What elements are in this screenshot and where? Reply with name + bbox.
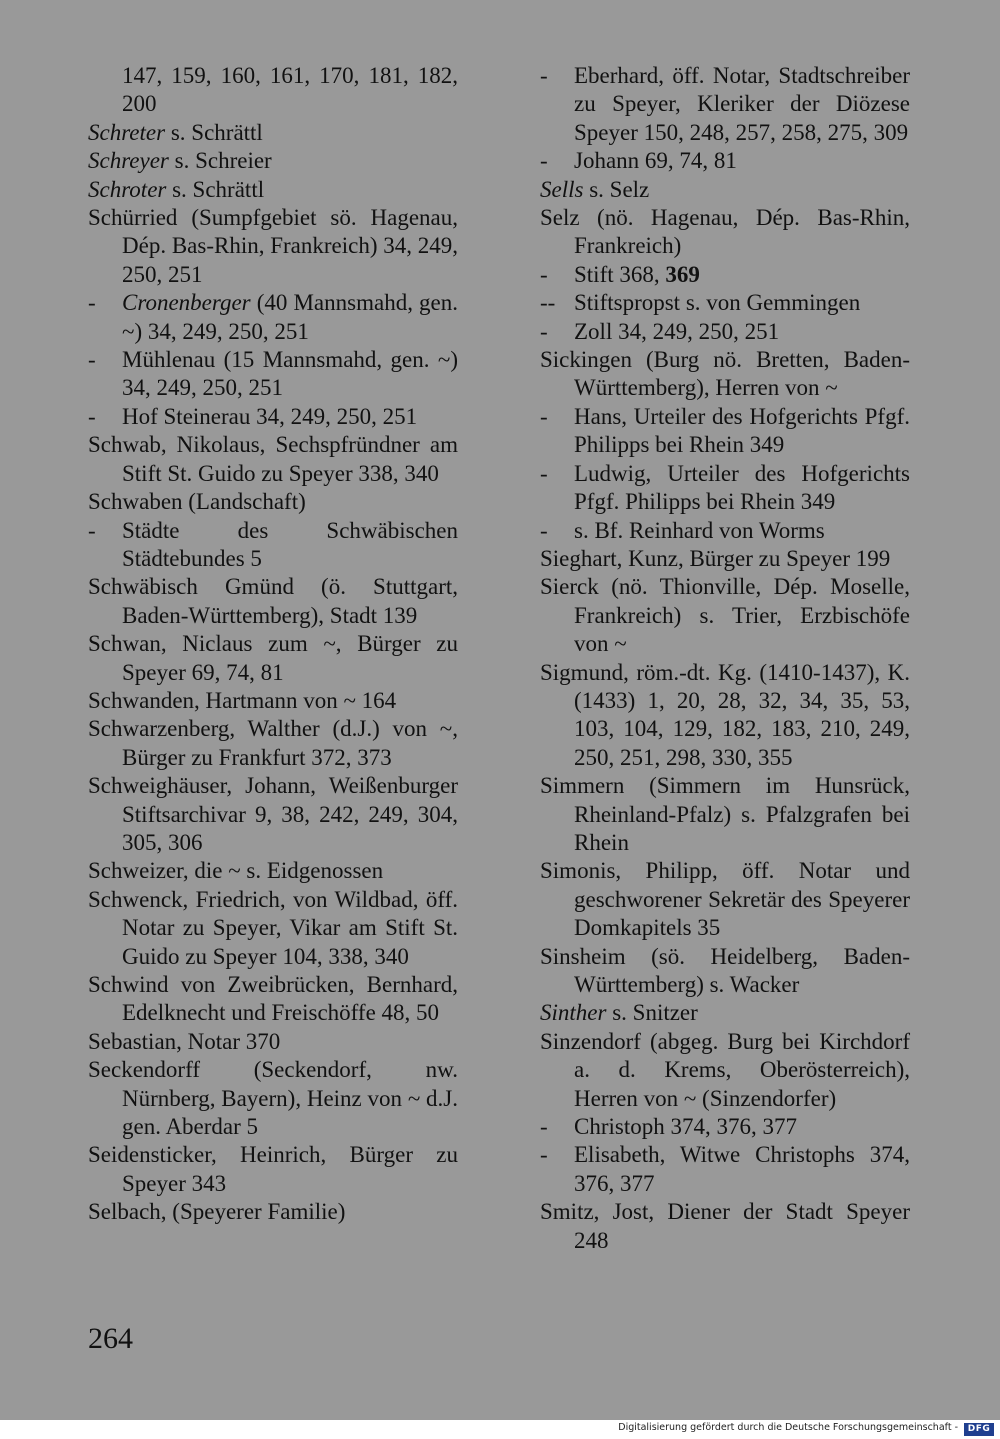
index-subentry (540, 460, 916, 517)
footer-credit-text: Digitalisierung gefördert durch die Deutsche Forschungsgemeinschaft - (618, 1422, 958, 1433)
entry-text: Selz (nö. Hagenau, Dép. Bas-Rhin, Frankreich) (540, 205, 916, 259)
subentry-dash: - (540, 460, 548, 486)
entry-variant-name: Sells (540, 176, 584, 202)
index-entry (88, 1056, 464, 1141)
index-entry (540, 573, 916, 658)
entry-text: Städte des Schwäbischen Städtebundes 5 (122, 517, 464, 571)
index-entry (88, 488, 458, 516)
entry-text: Schweighäuser, Johann, Weißenburger Stiftsarchivar 9, 38, 242, 249, 304, 305, 306 (88, 773, 464, 855)
entry-bold-page-ref: 369 (665, 261, 700, 287)
index-entry (540, 659, 916, 773)
digitization-footer (0, 1420, 1000, 1439)
index-entry (540, 346, 910, 403)
index-entry (88, 204, 464, 289)
index-entry (88, 630, 464, 687)
entry-text: Sieghart, Kunz, Bürger zu Speyer 199 (540, 545, 891, 571)
index-subentry (88, 346, 464, 403)
entry-text: Schürried (Sumpfgebiet sö. Hagenau, Dép. Bas-Rhin, Frankreich) 34, 249, 250, 251 (88, 205, 464, 287)
index-subentry (540, 289, 910, 317)
entry-text: s. Snitzer (606, 1000, 698, 1026)
dfg-logo: DFG (964, 1423, 994, 1436)
entry-text: (40 Mannsmahd, gen. ~) 34, 249, 250, 251 (122, 290, 464, 344)
entry-variant-name: Schroter (88, 176, 167, 202)
entry-text: Sierck (nö. Thionville, Dép. Moselle, Frankreich) s. Trier, Erzbischöfe von ~ (540, 574, 916, 657)
entry-text: Schwäbisch Gmünd (ö. Stuttgart, Baden-Württemberg), Stadt 139 (88, 574, 464, 628)
subentry-dash: - (88, 403, 96, 429)
entry-text: Schwaben (Landschaft) (88, 489, 306, 515)
entry-text: Elisabeth, Witwe Christophs 374, 376, 377 (574, 1142, 916, 1196)
index-entry (88, 431, 464, 488)
entry-text: Christoph 374, 376, 377 (574, 1114, 797, 1140)
index-entry (88, 176, 458, 204)
index-subentry (540, 1141, 916, 1198)
entry-text: Simmern (Simmern im Hunsrück, Rheinland-Pfalz) s. Pfalzgrafen bei Rhein (540, 773, 916, 855)
subentry-dash: - (540, 1114, 548, 1140)
entry-text: Sigmund, röm.-dt. Kg. (1410-1437), K. (1433) 1, 20, 28, 32, 34, 35, 53, 103, 104, 129, 182, 183, 210, 249, 250, 251, 298, 330, 355 (540, 659, 916, 770)
entry-text: Mühlenau (15 Mannsmahd, gen. ~) 34, 249, 250, 251 (122, 347, 464, 401)
entry-text: Zoll 34, 249, 250, 251 (574, 318, 780, 344)
page-number: 264 (88, 1322, 133, 1355)
index-entry (540, 1198, 916, 1255)
index-subentry (540, 147, 910, 175)
subentry-dash: - (540, 517, 548, 543)
entry-text: 147, 159, 160, 161, 170, 181, 182, 200 (122, 63, 464, 117)
entry-text: Sebastian, Notar 370 (88, 1028, 281, 1054)
index-entry (88, 573, 464, 630)
index-subentry (540, 62, 916, 147)
entry-variant-name: Schreyer (88, 148, 169, 174)
index-subentry (540, 517, 910, 545)
entry-text: Schwab, Nikolaus, Sechspfründner am Stift St. Guido zu Speyer 338, 340 (88, 432, 464, 486)
index-subentry (88, 517, 464, 574)
subentry-dash: - (88, 290, 96, 316)
subentry-dash: - (540, 1142, 548, 1168)
index-entry (88, 1198, 458, 1226)
subentry-dash: - (540, 148, 548, 174)
entry-text: Smitz, Jost, Diener der Stadt Speyer 248 (540, 1199, 916, 1253)
entry-text: Sinsheim (sö. Heidelberg, Baden-Württemberg) s. Wacker (540, 943, 910, 997)
index-entry (540, 857, 916, 942)
index-subentry (540, 318, 910, 346)
subentry-dash: - (88, 347, 96, 373)
entry-text: s. Bf. Reinhard von Worms (574, 517, 825, 543)
index-entry (88, 147, 458, 175)
index-subentry (540, 1113, 910, 1141)
entry-text: s. Schreier (168, 148, 272, 174)
entry-text: Sickingen (Burg nö. Bretten, Baden-Württemberg), Herren von ~ (540, 347, 910, 401)
index-entry (88, 62, 464, 119)
index-entry (540, 1028, 916, 1113)
entry-text: Hans, Urteiler des Hofgerichts Pfgf. Philipps bei Rhein 349 (574, 403, 916, 458)
index-subentry (88, 289, 464, 346)
entry-variant-name: Schreter (88, 119, 166, 145)
entry-text: Sinzendorf (abgeg. Burg bei Kirchdorf a. d. Krems, Oberösterreich), Herren von ~ (Sinzendorfer) (540, 1028, 916, 1111)
subentry-dash: -- (540, 290, 556, 316)
entry-text: Seidensticker, Heinrich, Bürger zu Speyer 343 (88, 1142, 464, 1196)
entry-text: Schwarzenberg, Walther (d.J.) von ~, Bürger zu Frankfurt 372, 373 (88, 716, 464, 770)
entry-text: Schwanden, Hartmann von ~ 164 (88, 687, 397, 713)
subentry-dash: - (540, 403, 548, 429)
index-entry (88, 886, 464, 971)
index-entry (88, 715, 464, 772)
entry-text: Simonis, Philipp, öff. Notar und geschworener Sekretär des Speyerer Domkapitels 35 (540, 858, 916, 941)
index-subentry (88, 403, 458, 431)
entry-text: Schwan, Niclaus zum ~, Bürger zu Speyer 69, 74, 81 (88, 631, 464, 685)
entry-text: Eberhard, öff. Notar, Stadtschreiber zu Speyer, Kleriker der Diözese Speyer 150, 248, 257, 258, 275, 309 (574, 63, 916, 145)
subentry-dash: - (540, 261, 548, 287)
index-entry (540, 943, 910, 1000)
index-entry (540, 176, 910, 204)
subentry-dash: - (540, 63, 548, 88)
index-subentry (540, 261, 910, 289)
entry-variant-name: Sinther (540, 1000, 607, 1026)
index-entry (540, 772, 916, 857)
index-entry (88, 1028, 458, 1056)
entry-text: s. Schrättl (165, 119, 263, 145)
index-entry (88, 119, 458, 147)
entry-text: Schwenck, Friedrich, von Wildbad, öff. Notar zu Speyer, Vikar am Stift St. Guido zu Speyer 104, 338, 340 (88, 886, 464, 969)
entry-text: Stift 368, (574, 261, 666, 287)
entry-text: Hof Steinerau 34, 249, 250, 251 (122, 403, 418, 429)
index-entry (88, 1141, 464, 1198)
index-entry (88, 971, 464, 1028)
entry-text: Stiftspropst s. von Gemmingen (574, 290, 861, 316)
entry-text: Schwind von Zweibrücken, Bernhard, Edelknecht und Freischöffe 48, 50 (88, 972, 464, 1026)
subentry-dash: - (88, 517, 96, 543)
entry-text: Schweizer, die ~ s. Eidgenossen (88, 858, 384, 884)
index-column-left (88, 62, 464, 1227)
index-entry (540, 545, 910, 573)
entry-variant-name: Cronenberger (122, 290, 251, 316)
entry-text: s. Selz (583, 176, 650, 202)
entry-text: Seckendorff (Seckendorf, nw. Nürnberg, Bayern), Heinz von ~ d.J. gen. Aberdar 5 (88, 1057, 464, 1140)
index-entry (88, 687, 458, 715)
index-entry (88, 857, 458, 885)
entry-text: s. Schrättl (166, 176, 265, 202)
entry-text: Johann 69, 74, 81 (574, 148, 737, 174)
index-column-right (540, 62, 916, 1255)
index-subentry (540, 403, 916, 460)
entry-text: Ludwig, Urteiler des Hofgerichts Pfgf. Philipps bei Rhein 349 (574, 460, 916, 515)
index-entry (540, 999, 910, 1027)
index-entry (540, 204, 916, 261)
entry-text: Selbach, (Speyerer Familie) (88, 1199, 346, 1225)
index-entry (88, 772, 464, 857)
subentry-dash: - (540, 318, 548, 344)
